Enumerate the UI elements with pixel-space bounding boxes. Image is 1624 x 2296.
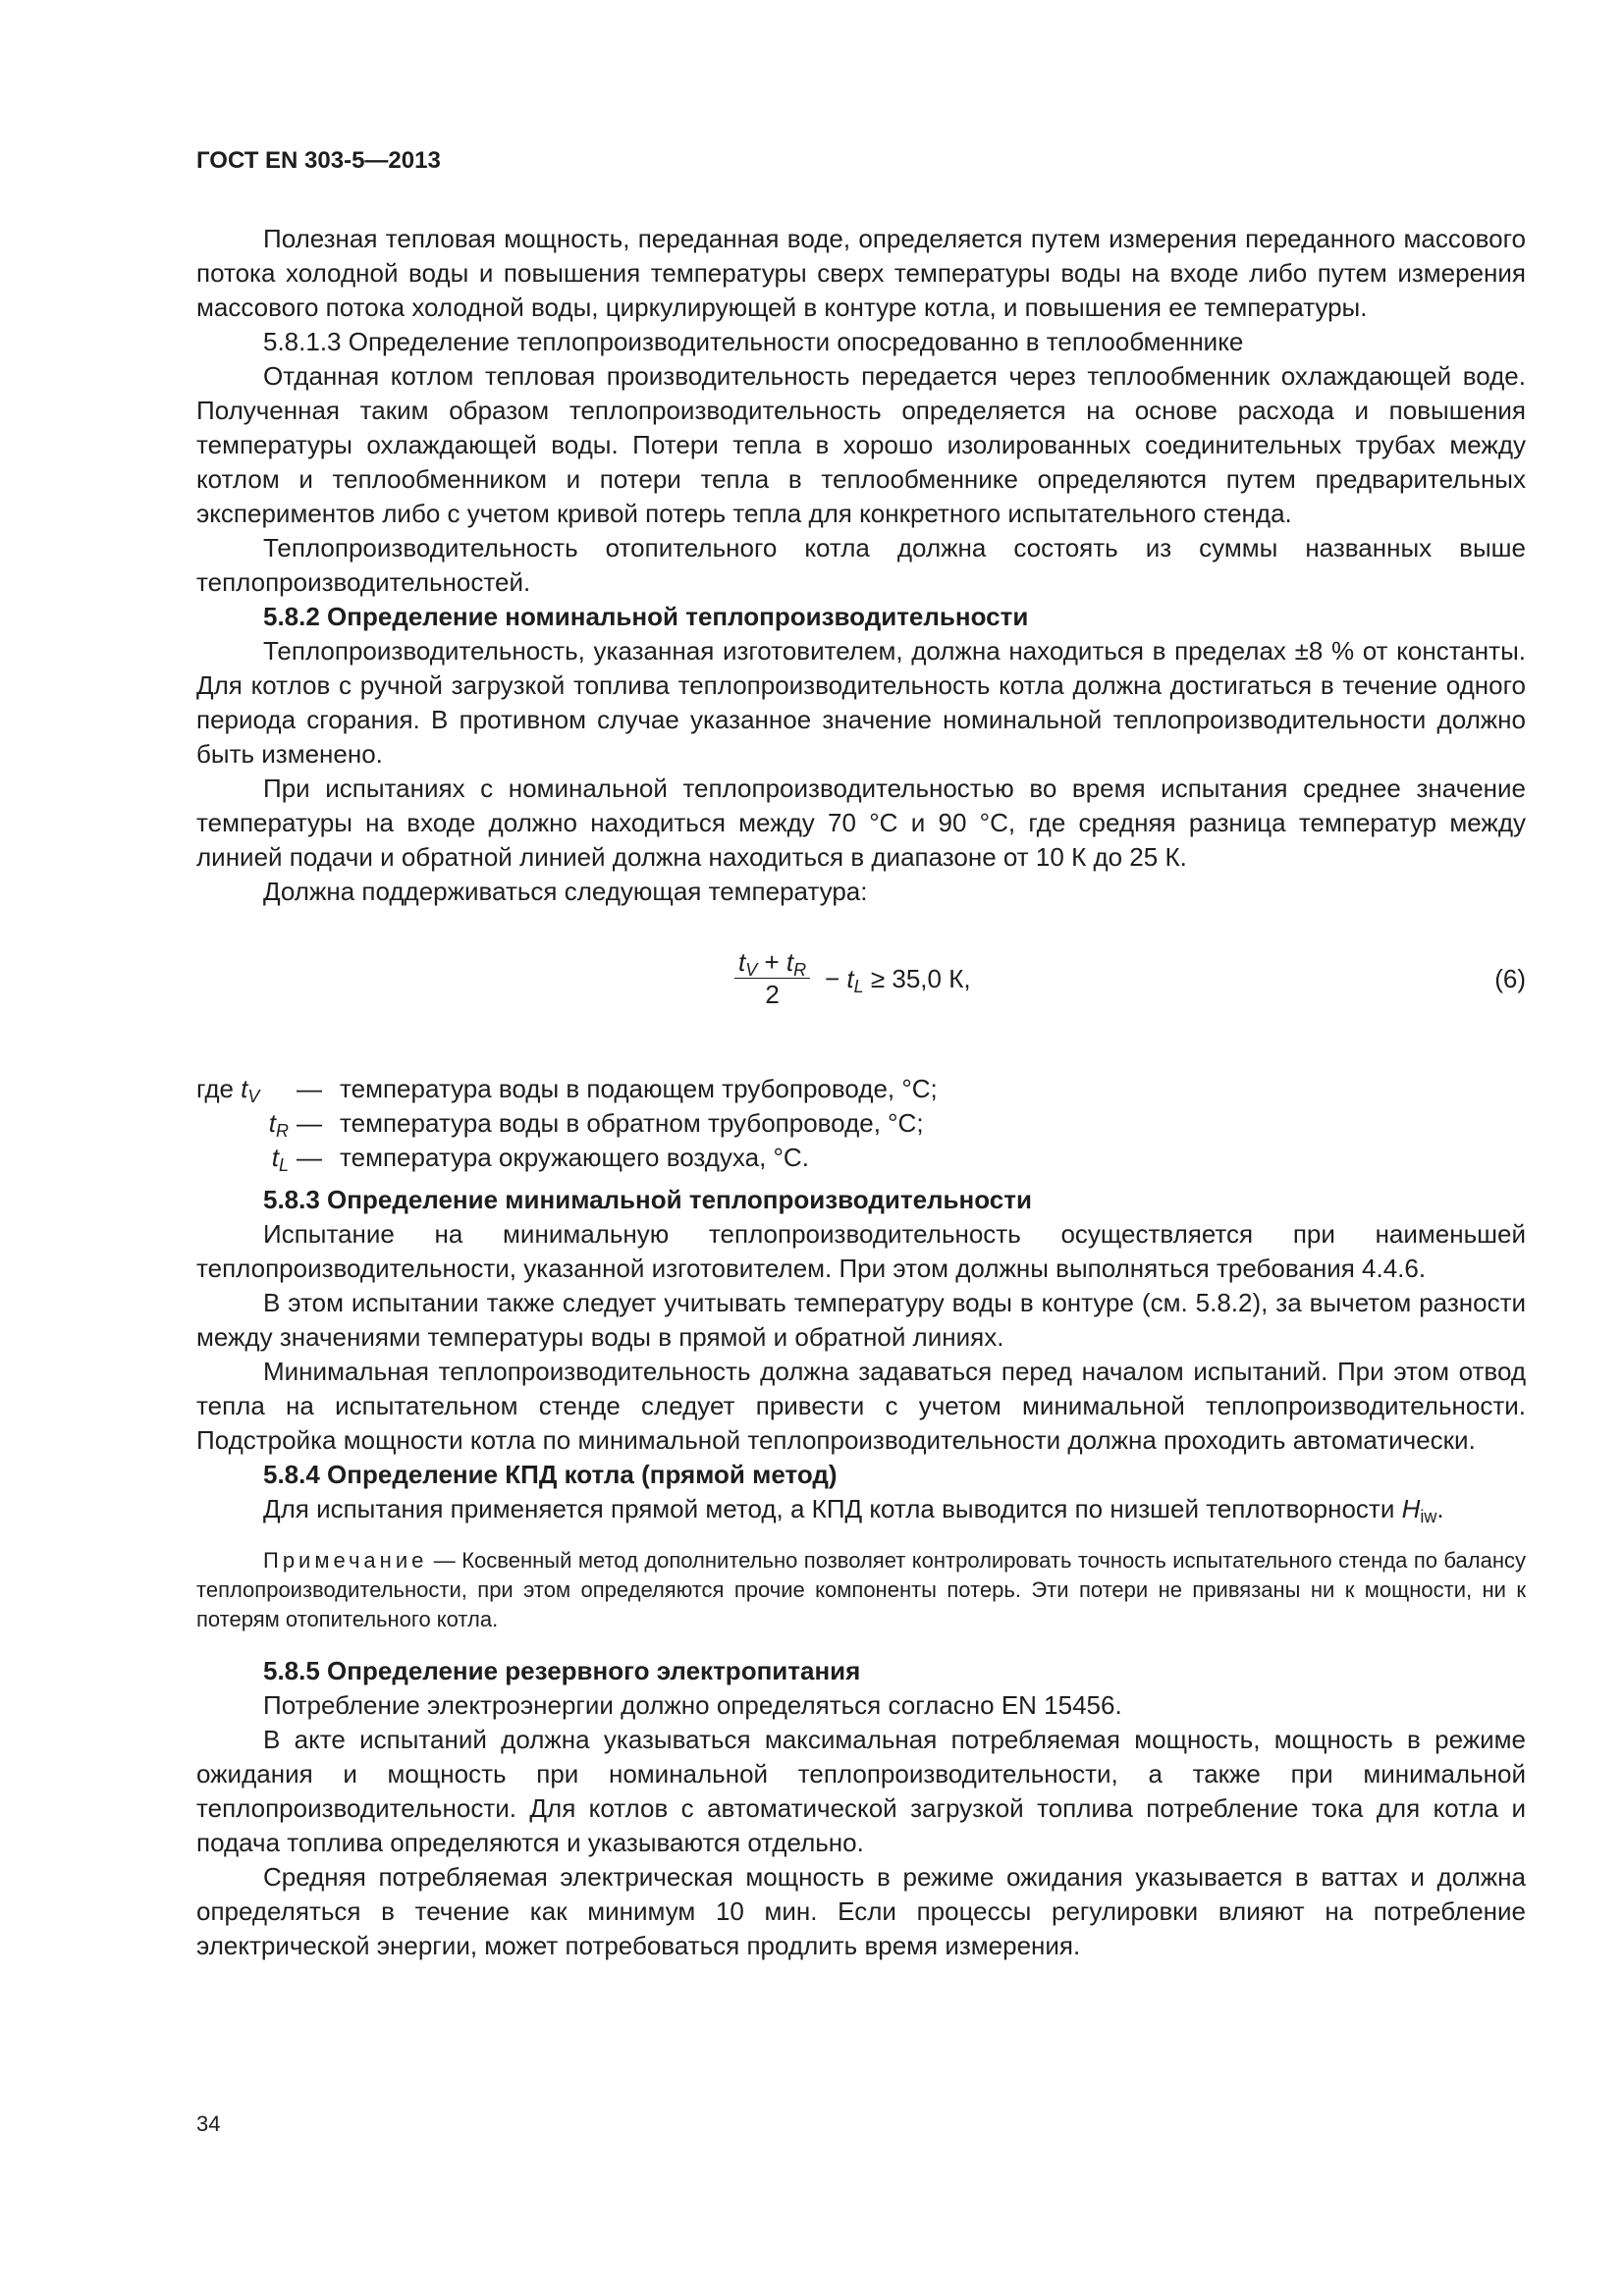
definition-row — [196, 1106, 1526, 1141]
paragraph: Испытание на минимальную теплопроизводительность осуществляется при наименьшей теплопроизводительности, указанной изготовителем. При этом должны выполняться требования 4.4.6. — [196, 1219, 1526, 1283]
definition-symbol: $t_R$ — [268, 1108, 289, 1141]
definition-dash: — — [297, 1143, 322, 1172]
definition-symbol: $t_L$ — [271, 1143, 289, 1175]
section-heading-5-8-4: 5.8.4 Определение КПД котла (прямой метод) — [263, 1460, 838, 1489]
section-heading-5-8-2: 5.8.2 Определение номинальной теплопроизводительности — [263, 602, 1029, 631]
section-5-8-1-3-title: 5.8.1.3 Определение теплопроизводительности опосредованно в теплообменнике — [263, 327, 1244, 356]
definition-row — [196, 1072, 1526, 1106]
paragraph: В этом испытании также следует учитывать температуру воды в контуре (см. 5.8.2), за вычетом разности между значениями температуры воды в прямой и обратной линиях. — [196, 1288, 1526, 1352]
formula-fraction — [734, 946, 810, 1010]
formula-denominator: 2 — [765, 980, 780, 1009]
section-heading-5-8-5: 5.8.5 Определение резервного электропитания — [263, 1656, 861, 1685]
formula-rest: − $t_L \ge 35,0$ К, — [825, 964, 971, 996]
definition-text: температура воды в обратном трубопроводе, °С; — [340, 1108, 924, 1138]
paragraph: В акте испытаний должна указываться максимальная потребляемая мощность, мощность в режиме ожидания и мощность при номинальной теплопроизводительности, а также при минимальной теплопроизводительности. Для котлов с автоматической загрузкой топлива потребление тока для котла и подача топлива определяются и указываются отдельно. — [196, 1725, 1526, 1857]
paragraph: Должна поддерживаться следующая температура: — [263, 877, 868, 906]
note — [196, 1546, 1526, 1634]
definition-dash: — — [297, 1108, 322, 1138]
note-text: — Косвенный метод дополнительно позволяет контролировать точность испытательного стенда по балансу теплопроизводительности, при этом определяются прочие компоненты потерь. Эти потери не привязаны ни к мощности, ни к потерям отопительного котла. — [196, 1548, 1526, 1631]
paragraph: Потребление электроэнергии должно определяться согласно EN 15456. — [263, 1690, 1122, 1720]
page-content — [196, 222, 1526, 1963]
definition-dash: — — [297, 1074, 322, 1103]
paragraph: Полезная тепловая мощность, переданная воде, определяется путем измерения переданного массового потока холодной воды и повышения температуры сверх температуры воды на входе либо путем измерения массового потока холодной воды, циркулирующей в контуре котла, и повышения ее температуры. — [196, 224, 1526, 322]
paragraph: Теплопроизводительность отопительного котла должна состоять из суммы названных выше теплопроизводительностей. — [196, 533, 1526, 597]
paragraph: Теплопроизводительность, указанная изготовителем, должна находиться в пределах ±8 % от константы. Для котлов с ручной загрузкой топлива теплопроизводительность котла должна достигаться в течение одного периода сгорания. В противном случае указанное значение номинальной теплопроизводительности должно быть изменено. — [196, 636, 1526, 769]
paragraph: Отданная котлом тепловая производительность передается через теплообменник охлаждающей воде. Полученная таким образом теплопроизводительность определяется на основе расхода и повышения температуры охлаждающей воды. Потери тепла в хорошо изолированных соединительных трубах между котлом и теплообменником и потери тепла в теплообменнике определяются путем предварительных экспериментов либо с учетом кривой потерь тепла для конкретного испытательного стенда. — [196, 361, 1526, 528]
paragraph: Для испытания применяется прямой метод, а КПД котла выводится по низшей теплотворности $H_{iw}$. — [263, 1494, 1444, 1526]
paragraph: Минимальная теплопроизводительность должна задаваться перед началом испытаний. При этом отвод тепла на испытательном стенде следует привести с учетом минимальной теплопроизводительности. Подстройка мощности котла по минимальной теплопроизводительности должна проходить автоматически. — [196, 1357, 1526, 1455]
equation-number: (6) — [1494, 964, 1526, 993]
page-number: 34 — [196, 2111, 221, 2136]
formula-numerator: $t_V + t_R$ — [734, 946, 810, 979]
paragraph: Средняя потребляемая электрическая мощность в режиме ожидания указывается в ваттах и должна определяться в течение как минимум 10 мин. Если процессы регулировки влияют на потребление электрической энергии, может потребоваться продлить время измерения. — [196, 1862, 1526, 1960]
definition-symbol: где $t_V$ — [196, 1074, 260, 1106]
definition-text: температура окружающего воздуха, °С. — [340, 1143, 809, 1172]
document-header: ГОСТ EN 303-5—2013 — [196, 147, 441, 174]
note-label: Примечание — [263, 1548, 428, 1573]
definition-text: температура воды в подающем трубопроводе, °С; — [340, 1074, 938, 1103]
definition-row — [196, 1141, 1526, 1175]
section-heading-5-8-3: 5.8.3 Определение минимальной теплопроизводительности — [263, 1185, 1032, 1214]
paragraph: При испытаниях с номинальной теплопроизводительностью во время испытания среднее значение температуры на входе должно находиться между 70 °С и 90 °С, где средняя разница температур между линией подачи и обратной линией должна находиться в диапазоне от 10 К до 25 К. — [196, 774, 1526, 872]
formula-6 — [196, 946, 1526, 1035]
